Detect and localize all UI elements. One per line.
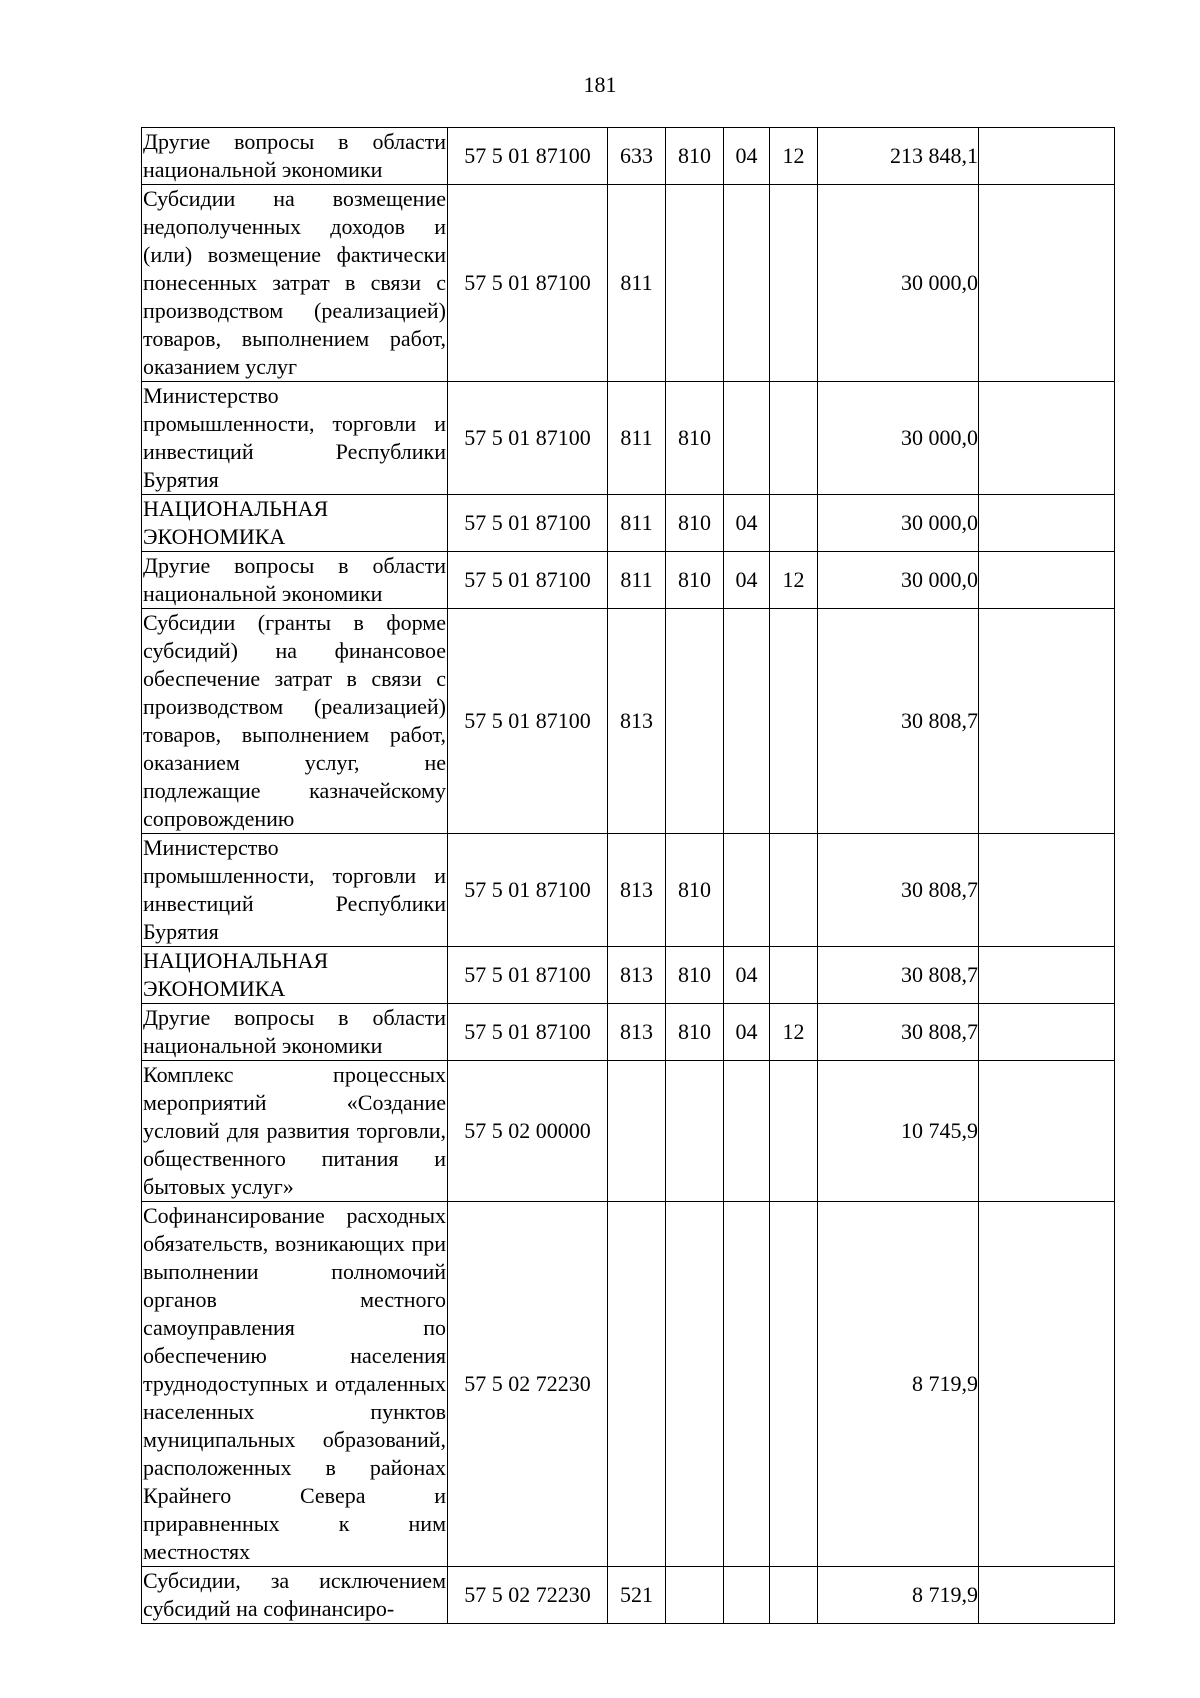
amount-cell: 30 000,0 xyxy=(818,495,979,552)
table-row xyxy=(142,609,1115,834)
item-name-cell: Софинансирование расходных обязательств, возникающих при выполнении полномочий органов местного самоуправления по обеспечению населения труднодоступных и отдаленных населенных пунктов муниципальных образований, расположенных в районах Крайнего Севера и приравненных к ним местностях xyxy=(142,1202,448,1567)
section-cell xyxy=(724,1567,770,1624)
table-row xyxy=(142,552,1115,609)
ministry-code-cell xyxy=(666,1202,724,1567)
section-cell: 04 xyxy=(724,495,770,552)
ministry-code-cell: 810 xyxy=(666,1004,724,1061)
subsection-cell xyxy=(770,1061,818,1202)
amount-cell: 30 808,7 xyxy=(818,834,979,947)
item-name-cell: НАЦИОНАЛЬНАЯ ЭКОНОМИКА xyxy=(142,947,448,1004)
ministry-code-cell xyxy=(666,185,724,382)
item-name-cell: Другие вопросы в области национальной экономики xyxy=(142,1004,448,1061)
section-cell: 04 xyxy=(724,947,770,1004)
target-code-cell: 57 5 02 00000 xyxy=(448,1061,608,1202)
amount-cell: 30 000,0 xyxy=(818,382,979,495)
item-name-cell: Субсидии (гранты в форме субсидий) на финансовое обеспечение затрат в связи с производством (реализацией) товаров, выполнением работ, оказанием услуг, не подлежащие казначейскому сопровождению xyxy=(142,609,448,834)
section-cell xyxy=(724,382,770,495)
item-name-cell: НАЦИОНАЛЬНАЯ ЭКОНОМИКА xyxy=(142,495,448,552)
ministry-code-cell: 810 xyxy=(666,947,724,1004)
extra-cell xyxy=(979,382,1115,495)
item-name-cell: Субсидии на возмещение недополученных доходов и (или) возмещение фактически понесенных затрат в связи с производством (реализацией) товаров, выполнением работ, оказанием услуг xyxy=(142,185,448,382)
amount-cell: 8 719,9 xyxy=(818,1567,979,1624)
extra-cell xyxy=(979,1202,1115,1567)
subsection-cell xyxy=(770,495,818,552)
subsection-cell: 12 xyxy=(770,1004,818,1061)
extra-cell xyxy=(979,1567,1115,1624)
target-code-cell: 57 5 01 87100 xyxy=(448,185,608,382)
table-row xyxy=(142,1004,1115,1061)
amount-cell: 8 719,9 xyxy=(818,1202,979,1567)
item-name-cell: Другие вопросы в области национальной экономики xyxy=(142,128,448,185)
expense-type-cell xyxy=(608,1202,666,1567)
subsection-cell xyxy=(770,947,818,1004)
subsection-cell xyxy=(770,185,818,382)
expense-type-cell: 813 xyxy=(608,834,666,947)
ministry-code-cell: 810 xyxy=(666,128,724,185)
ministry-code-cell xyxy=(666,609,724,834)
table-row xyxy=(142,382,1115,495)
target-code-cell: 57 5 01 87100 xyxy=(448,495,608,552)
table-row xyxy=(142,185,1115,382)
ministry-code-cell: 810 xyxy=(666,552,724,609)
extra-cell xyxy=(979,495,1115,552)
expense-type-cell: 811 xyxy=(608,552,666,609)
subsection-cell: 12 xyxy=(770,552,818,609)
expense-type-cell: 811 xyxy=(608,185,666,382)
budget-table xyxy=(141,127,1115,1624)
item-name-cell: Субсидии, за исключением субсидий на софинансиро- xyxy=(142,1567,448,1624)
target-code-cell: 57 5 01 87100 xyxy=(448,128,608,185)
extra-cell xyxy=(979,834,1115,947)
target-code-cell: 57 5 02 72230 xyxy=(448,1202,608,1567)
target-code-cell: 57 5 01 87100 xyxy=(448,1004,608,1061)
amount-cell: 30 808,7 xyxy=(818,609,979,834)
section-cell xyxy=(724,609,770,834)
section-cell: 04 xyxy=(724,128,770,185)
amount-cell: 30 000,0 xyxy=(818,552,979,609)
subsection-cell: 12 xyxy=(770,128,818,185)
ministry-code-cell: 810 xyxy=(666,382,724,495)
target-code-cell: 57 5 01 87100 xyxy=(448,382,608,495)
section-cell xyxy=(724,834,770,947)
extra-cell xyxy=(979,128,1115,185)
item-name-cell: Министерство промышленности, торговли и инвестиций Республики Бурятия xyxy=(142,382,448,495)
extra-cell xyxy=(979,609,1115,834)
target-code-cell: 57 5 02 72230 xyxy=(448,1567,608,1624)
subsection-cell xyxy=(770,1567,818,1624)
table-row xyxy=(142,1202,1115,1567)
extra-cell xyxy=(979,1004,1115,1061)
target-code-cell: 57 5 01 87100 xyxy=(448,552,608,609)
table-body xyxy=(142,128,1115,1624)
item-name-cell: Комплекс процессных мероприятий «Создание условий для развития торговли, общественного питания и бытовых услуг» xyxy=(142,1061,448,1202)
subsection-cell xyxy=(770,1202,818,1567)
expense-type-cell xyxy=(608,1061,666,1202)
target-code-cell: 57 5 01 87100 xyxy=(448,947,608,1004)
expense-type-cell: 813 xyxy=(608,609,666,834)
table-row xyxy=(142,1061,1115,1202)
amount-cell: 30 000,0 xyxy=(818,185,979,382)
expense-type-cell: 811 xyxy=(608,495,666,552)
item-name-cell: Министерство промышленности, торговли и инвестиций Республики Бурятия xyxy=(142,834,448,947)
section-cell xyxy=(724,185,770,382)
table-row xyxy=(142,947,1115,1004)
amount-cell: 10 745,9 xyxy=(818,1061,979,1202)
table-row xyxy=(142,495,1115,552)
subsection-cell xyxy=(770,834,818,947)
target-code-cell: 57 5 01 87100 xyxy=(448,609,608,834)
expense-type-cell: 811 xyxy=(608,382,666,495)
ministry-code-cell xyxy=(666,1061,724,1202)
subsection-cell xyxy=(770,382,818,495)
ministry-code-cell: 810 xyxy=(666,834,724,947)
amount-cell: 30 808,7 xyxy=(818,947,979,1004)
target-code-cell: 57 5 01 87100 xyxy=(448,834,608,947)
amount-cell: 30 808,7 xyxy=(818,1004,979,1061)
expense-type-cell: 633 xyxy=(608,128,666,185)
ministry-code-cell xyxy=(666,1567,724,1624)
expense-type-cell: 813 xyxy=(608,1004,666,1061)
extra-cell xyxy=(979,947,1115,1004)
section-cell: 04 xyxy=(724,552,770,609)
table-row xyxy=(142,128,1115,185)
extra-cell xyxy=(979,185,1115,382)
amount-cell: 213 848,1 xyxy=(818,128,979,185)
expense-type-cell: 521 xyxy=(608,1567,666,1624)
section-cell: 04 xyxy=(724,1004,770,1061)
extra-cell xyxy=(979,552,1115,609)
subsection-cell xyxy=(770,609,818,834)
item-name-cell: Другие вопросы в области национальной экономики xyxy=(142,552,448,609)
ministry-code-cell: 810 xyxy=(666,495,724,552)
table-row xyxy=(142,1567,1115,1624)
extra-cell xyxy=(979,1061,1115,1202)
page-number: 181 xyxy=(583,72,617,97)
table-row xyxy=(142,834,1115,947)
section-cell xyxy=(724,1061,770,1202)
section-cell xyxy=(724,1202,770,1567)
expense-type-cell: 813 xyxy=(608,947,666,1004)
